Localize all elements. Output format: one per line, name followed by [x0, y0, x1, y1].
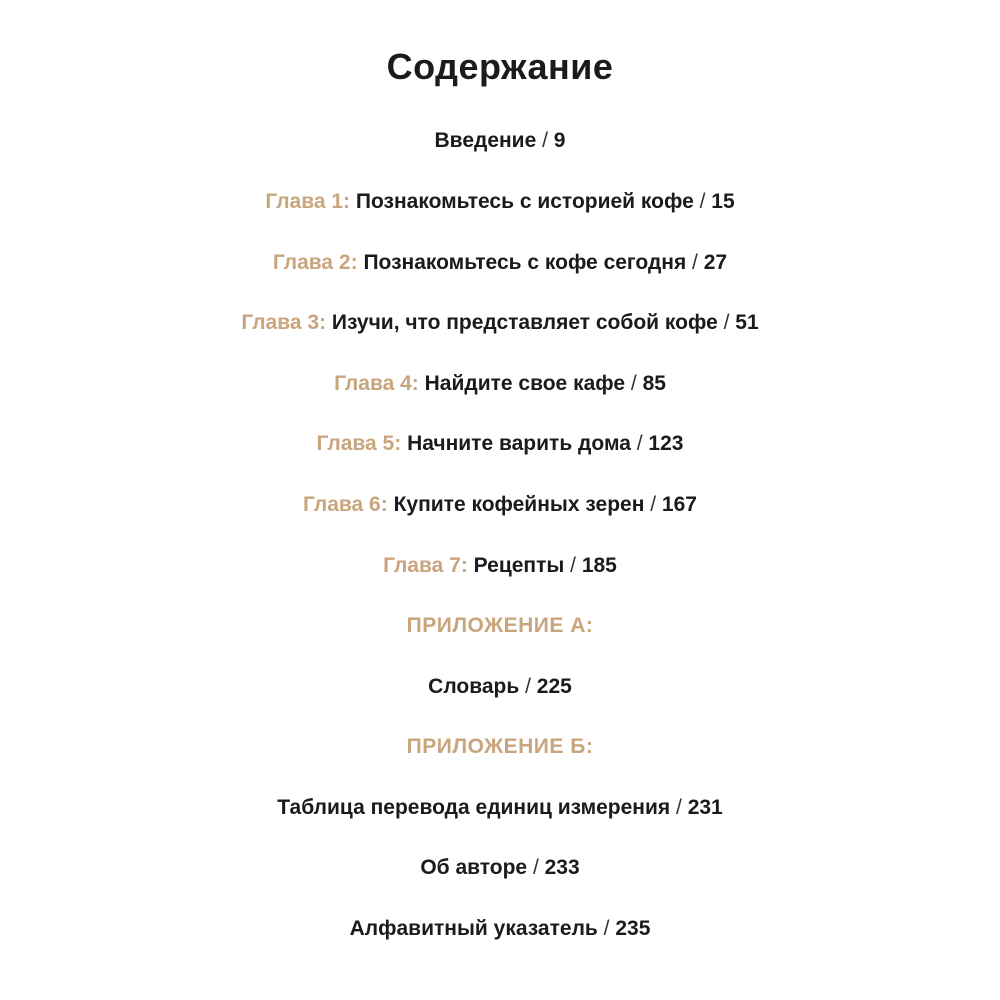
appendix-b-heading: ПРИЛОЖЕНИЕ Б:: [406, 735, 594, 758]
appendix-a-heading: ПРИЛОЖЕНИЕ А:: [406, 614, 594, 637]
page-title: Содержание: [386, 46, 614, 87]
toc-page-number: 235: [615, 917, 651, 940]
toc-page-number: 233: [544, 856, 580, 879]
toc-separator: /: [717, 311, 736, 334]
toc-entry-text: Рецепты: [473, 554, 565, 577]
toc-page-number: 185: [581, 554, 617, 577]
toc-entry-chapter-3[interactable]: [0, 311, 1000, 335]
toc-separator: /: [597, 917, 616, 940]
toc-separator: /: [519, 675, 537, 698]
toc-page-number: 27: [703, 251, 728, 274]
toc-page-number: 85: [642, 372, 666, 395]
toc-page-number: 9: [553, 129, 566, 152]
toc-entry-text: Изучи, что представляет собой кофе: [331, 311, 718, 334]
chapter-label: Глава 7:: [383, 554, 468, 577]
toc-separator: /: [564, 554, 582, 577]
chapter-label: Глава 3:: [241, 311, 327, 334]
toc-entry-chapter-6[interactable]: [0, 493, 1000, 517]
toc-separator: /: [536, 129, 554, 152]
toc-separator: /: [686, 251, 704, 274]
toc-entry-about-author[interactable]: [0, 856, 1000, 880]
toc-entry-text: Словарь: [428, 675, 520, 698]
toc-entry-chapter-1[interactable]: [0, 190, 1000, 214]
toc-entry-text: Таблица перевода единиц измерения: [277, 796, 671, 819]
toc-entry-text: Алфавитный указатель: [349, 917, 598, 940]
toc-separator: /: [527, 856, 545, 879]
toc-separator: /: [693, 190, 712, 213]
toc-page-number: 231: [687, 796, 723, 819]
toc-entry-text: Начните варить дома: [407, 432, 631, 455]
toc-page-number: 123: [648, 432, 684, 455]
toc-page-number: 51: [735, 311, 759, 334]
toc-separator: /: [670, 796, 688, 819]
toc-page-number: 15: [711, 190, 735, 213]
toc-entry-intro[interactable]: [0, 129, 1000, 153]
toc-entry-text: Найдите свое кафе: [424, 372, 626, 395]
toc-entry-text: Введение: [434, 129, 537, 152]
toc-separator: /: [625, 372, 643, 395]
toc-entry-chapter-5[interactable]: [0, 432, 1000, 456]
toc-entry-chapter-2[interactable]: [0, 251, 1000, 275]
toc-separator: /: [630, 432, 649, 455]
toc-entry-chapter-7[interactable]: [0, 554, 1000, 578]
toc-entry-appendix-a[interactable]: [0, 675, 1000, 699]
toc-entry-chapter-4[interactable]: [0, 372, 1000, 396]
toc-entry-appendix-b[interactable]: [0, 796, 1000, 820]
toc-page-number: 167: [661, 493, 697, 516]
chapter-label: Глава 5:: [316, 432, 402, 455]
toc-entry-text: Купите кофейных зерен: [393, 493, 645, 516]
chapter-label: Глава 4:: [334, 372, 419, 395]
chapter-label: Глава 2:: [272, 251, 358, 274]
toc-page-number: 225: [536, 675, 572, 698]
chapter-label: Глава 6:: [303, 493, 388, 516]
toc-entry-text: Познакомьтесь с кофе сегодня: [363, 251, 687, 274]
toc-entry-index[interactable]: [0, 917, 1000, 941]
chapter-label: Глава 1:: [265, 190, 351, 213]
toc-separator: /: [644, 493, 662, 516]
toc-entry-text: Об авторе: [420, 856, 528, 879]
toc-entry-text: Познакомьтесь с историей кофе: [355, 190, 694, 213]
